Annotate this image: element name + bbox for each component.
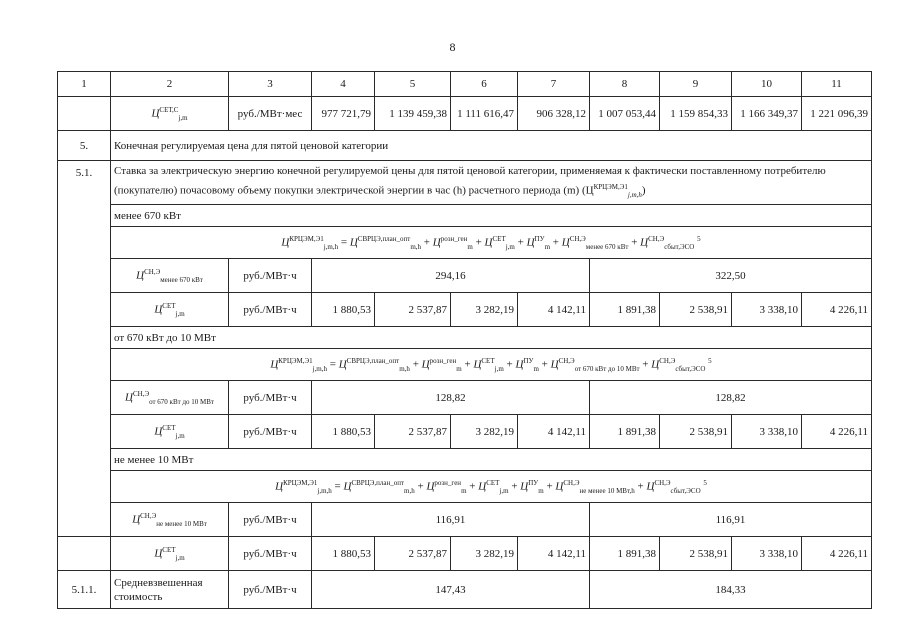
formula-row: [58, 349, 872, 381]
section-number: 5.1.: [58, 161, 111, 537]
value-cell: 906 328,12: [518, 97, 590, 131]
sn-symbol: $Ц^{СН,Э}_{менее 670 кВт}$: [111, 259, 229, 293]
header-cell: 10: [732, 72, 802, 97]
value-cell: 1 880,53: [312, 537, 375, 571]
section-number: 5.1.1.: [58, 571, 111, 609]
value-cell: 2 537,87: [375, 415, 451, 449]
value-cell: 3 338,10: [732, 415, 802, 449]
unit-cell: руб./МВт·ч: [229, 571, 312, 609]
net-rate-symbol: $Ц^{СЕТ}_{j,m}$: [111, 293, 229, 327]
value-cell: 128,82: [312, 381, 590, 415]
unit-cell: руб./МВт·ч: [229, 415, 312, 449]
unit-cell: руб./МВт·ч: [229, 381, 312, 415]
net-rate-symbol: $Ц^{СЕТ}_{j,m}$: [111, 537, 229, 571]
value-cell: 116,91: [590, 503, 872, 537]
value-cell: 1 880,53: [312, 415, 375, 449]
row-label: Средневзвешенная стоимость: [111, 571, 229, 609]
header-cell: 8: [590, 72, 660, 97]
formula: $Ц^{КРЦЭМ,Э1}_{j,m,h} = Ц^{СВРЦЭ,план\_опт}_{m,h} + Ц^{розн\_ген}_m + Ц^{СЕТ}_{j,m} + Ц^{ПУ}_m + Ц^{СН,Э}_{от 670 кВт до 10 МВт} + Ц^{СН,Э}_{сбыт,ЭСО}$ $^5$: [111, 349, 872, 381]
tariff-table: [57, 71, 872, 609]
unit-cell: руб./МВт·ч: [229, 503, 312, 537]
value-cell: 1 880,53: [312, 293, 375, 327]
header-cell: 11: [802, 72, 872, 97]
value-cell: 1 166 349,37: [732, 97, 802, 131]
value-cell: 1 891,38: [590, 293, 660, 327]
header-cell: 6: [451, 72, 518, 97]
net-rate-symbol: $Ц^{СЕТ,С}_{j,m}$: [111, 97, 229, 131]
formula: $Ц^{КРЦЭМ,Э1}_{j,m,h} = Ц^{СВРЦЭ,план\_опт}_{m,h} + Ц^{розн\_ген}_m + Ц^{СЕТ}_{j,m} + Ц^{ПУ}_m + Ц^{СН,Э}_{менее 670 кВт} + Ц^{СН,Э}_{сбыт,ЭСО}$ $^5$: [111, 227, 872, 259]
value-cell: 4 142,11: [518, 537, 590, 571]
page-number: 8: [449, 40, 456, 54]
header-cell: 1: [58, 72, 111, 97]
value-cell: 977 721,79: [312, 97, 375, 131]
net-rate-symbol: $Ц^{СЕТ}_{j,m}$: [111, 415, 229, 449]
value-cell: 2 538,91: [660, 537, 732, 571]
value-cell: 1 891,38: [590, 537, 660, 571]
value-cell: 1 139 459,38: [375, 97, 451, 131]
group-label-row: [58, 327, 872, 349]
sn-symbol: $Ц^{СН,Э}_{от 670 кВт до 10 МВт}$: [111, 381, 229, 415]
value-cell: 322,50: [590, 259, 872, 293]
section-number: 5.: [58, 131, 111, 161]
value-cell: 294,16: [312, 259, 590, 293]
value-cell: 1 159 854,33: [660, 97, 732, 131]
section-5-1-row: [58, 161, 872, 205]
value-cell: 1 221 096,39: [802, 97, 872, 131]
group-label-row: [58, 205, 872, 227]
value-cell: 128,82: [590, 381, 872, 415]
header-cell: 2: [111, 72, 229, 97]
value-cell: 2 538,91: [660, 415, 732, 449]
section-5-1-1-row: [58, 571, 872, 609]
section-title: Конечная регулируемая цена для пятой ценовой категории: [111, 131, 872, 161]
value-cell: 4 226,11: [802, 537, 872, 571]
value-cell: 2 538,91: [660, 293, 732, 327]
value-cell: 1 111 616,47: [451, 97, 518, 131]
group-label: не менее 10 МВт: [111, 449, 872, 471]
unit-cell: руб./МВт·ч: [229, 293, 312, 327]
value-cell: 4 226,11: [802, 415, 872, 449]
value-cell: 3 338,10: [732, 293, 802, 327]
value-cell: 116,91: [312, 503, 590, 537]
unit-cell: руб./МВт·ч: [229, 259, 312, 293]
value-cell: 3 282,19: [451, 537, 518, 571]
formula-row: [58, 227, 872, 259]
value-cell: 1 891,38: [590, 415, 660, 449]
value-cell: 184,33: [590, 571, 872, 609]
sn-row: [58, 381, 872, 415]
sn-symbol: $Ц^{СН,Э}_{не менее 10 МВт}$: [111, 503, 229, 537]
header-cell: 5: [375, 72, 451, 97]
unit-cell: руб./МВт·мес: [229, 97, 312, 131]
formula-row: [58, 471, 872, 503]
header-cell: 4: [312, 72, 375, 97]
sn-row: [58, 259, 872, 293]
net-rate-row: [58, 415, 872, 449]
header-cell: 7: [518, 72, 590, 97]
formula: $Ц^{КРЦЭМ,Э1}_{j,m,h} = Ц^{СВРЦЭ,план\_опт}_{m,h} + Ц^{розн\_ген}_m + Ц^{СЕТ}_{j,m} + Ц^{ПУ}_m + Ц^{СН,Э}_{не менее 10 МВт,h} + Ц^{СН,Э}_{сбыт,ЭСО}$ $^5$: [111, 471, 872, 503]
net-rate-row: [58, 293, 872, 327]
value-cell: 3 282,19: [451, 415, 518, 449]
section-5-row: [58, 131, 872, 161]
header-row: [58, 72, 872, 97]
value-cell: 1 007 053,44: [590, 97, 660, 131]
group-label: от 670 кВт до 10 МВт: [111, 327, 872, 349]
net-rate-row: [58, 537, 872, 571]
sn-row: [58, 503, 872, 537]
value-cell: 4 142,11: [518, 415, 590, 449]
value-cell: 2 537,87: [375, 293, 451, 327]
value-cell: 4 226,11: [802, 293, 872, 327]
unit-cell: руб./МВт·ч: [229, 537, 312, 571]
value-cell: 2 537,87: [375, 537, 451, 571]
net-rate-row: [58, 97, 872, 131]
value-cell: 147,43: [312, 571, 590, 609]
header-cell: 3: [229, 72, 312, 97]
header-cell: 9: [660, 72, 732, 97]
group-label-row: [58, 449, 872, 471]
value-cell: 3 338,10: [732, 537, 802, 571]
group-label: менее 670 кВт: [111, 205, 872, 227]
section-description: Ставка за электрическую энергию конечной регулируемой цены для пятой ценовой категории, применяемая к фактически поставленному потребителю (покупателю) почасовому объему покупки электрической энергии в час (h) расчетного периода (m) $(Ц^{КРЦЭМ,Э1}_{j,m,h})$: [111, 161, 872, 205]
value-cell: 3 282,19: [451, 293, 518, 327]
value-cell: 4 142,11: [518, 293, 590, 327]
